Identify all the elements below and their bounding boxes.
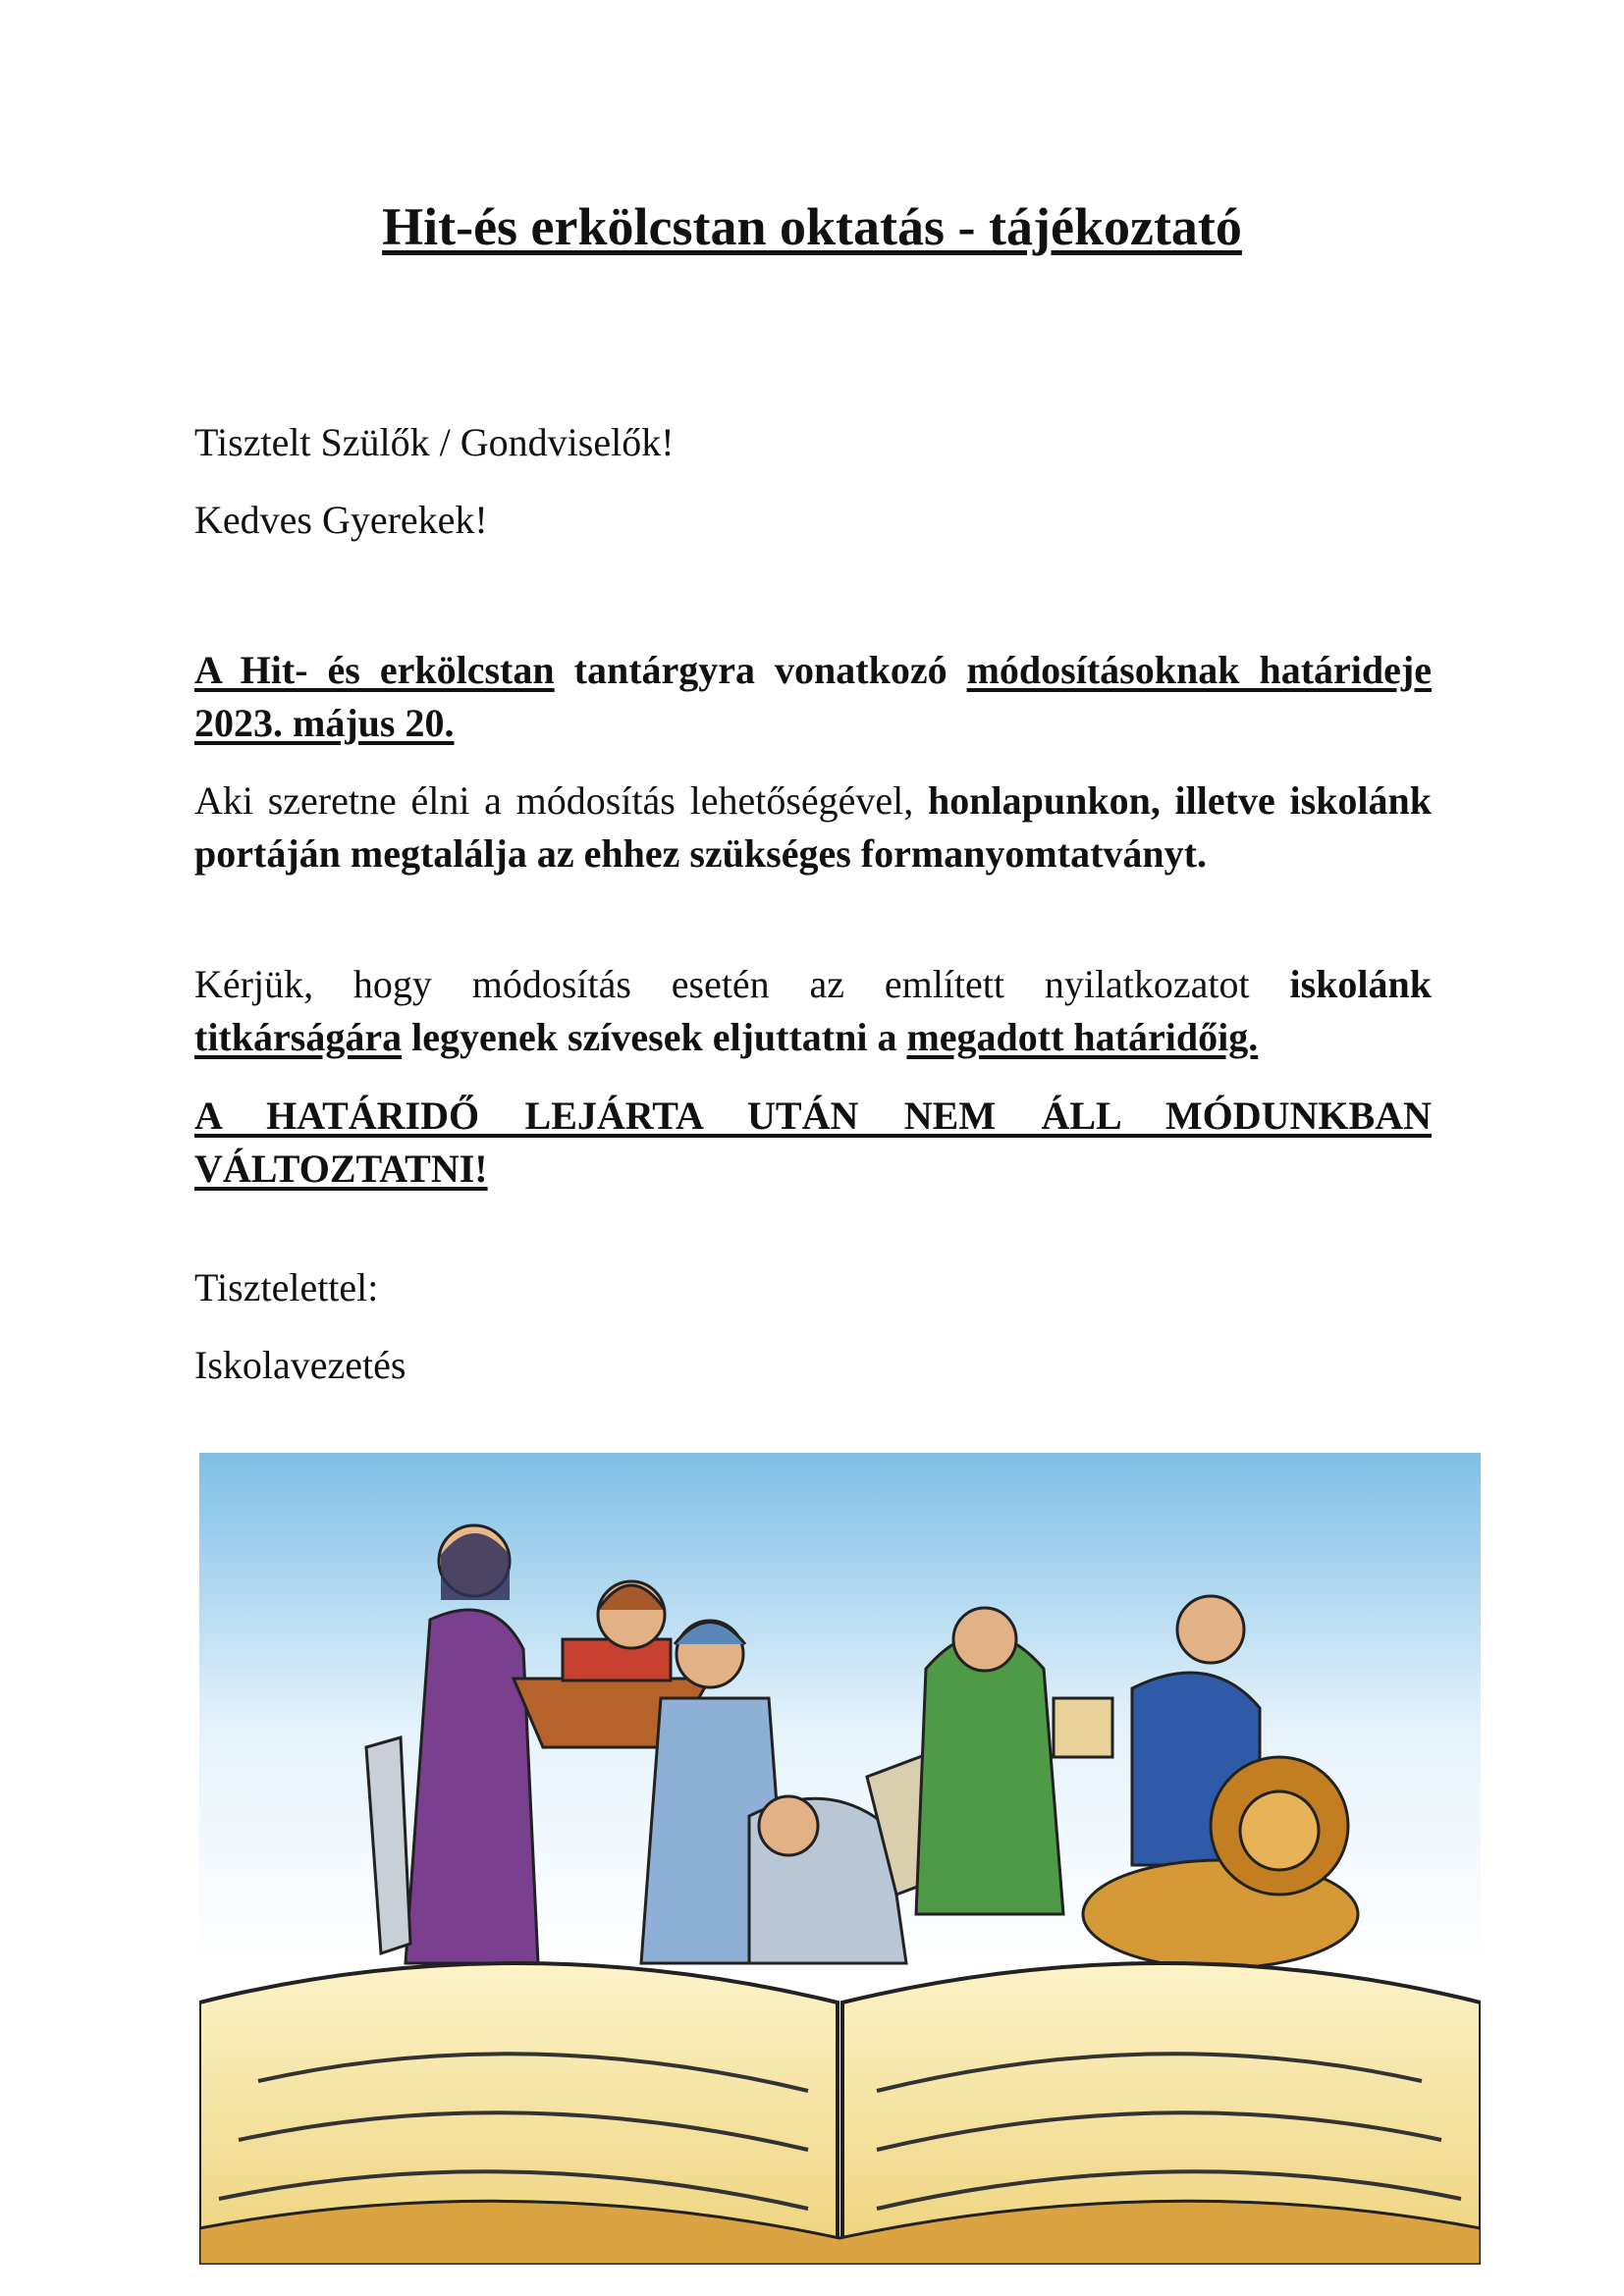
- submission-school: iskolánk: [1289, 962, 1432, 1006]
- subject-name: A Hit- és erkölcstan: [194, 648, 555, 692]
- submission-text-mid: legyenek szívesek eljuttatni a: [402, 1015, 907, 1059]
- submission-deadline: megadott határidőig.: [906, 1015, 1259, 1059]
- submission-paragraph: [194, 958, 1432, 1064]
- greeting-parents: Tisztelt Szülők / Gondviselők!: [194, 420, 675, 464]
- form-info-location: honlapunkon, illetve iskolánk portáján megtalálja az ehhez szükséges formanyomtatványt.: [194, 778, 1432, 876]
- deadline-date: módosításoknak határideje 2023. május 20.: [194, 648, 1432, 745]
- deadline-text-mid: tantárgyra vonatkozó: [554, 648, 967, 692]
- page-title: Hit-és erkölcstan oktatás - tájékoztató: [382, 197, 1242, 256]
- greeting-children: Kedves Gyerekek!: [194, 498, 488, 542]
- deadline-paragraph: [194, 644, 1432, 750]
- form-info-text: Aki szeretne élni a módosítás lehetőségével,: [194, 778, 928, 823]
- warning-paragraph: A HATÁRIDŐ LEJÁRTA UTÁN NEM ÁLL MÓDUNKBAN VÁLTOZTATNI!: [194, 1094, 1432, 1191]
- submission-office: titkárságára: [194, 1015, 403, 1059]
- open-book: [199, 1963, 1481, 2265]
- submission-text: Kérjük, hogy módosítás esetén az említett nyilatkozatot: [194, 962, 1290, 1006]
- bible-story-illustration: [199, 1453, 1481, 2265]
- form-info-paragraph: [194, 774, 1432, 881]
- signature: Iskolavezetés: [194, 1343, 406, 1387]
- closing-salutation: Tisztelettel:: [194, 1265, 379, 1309]
